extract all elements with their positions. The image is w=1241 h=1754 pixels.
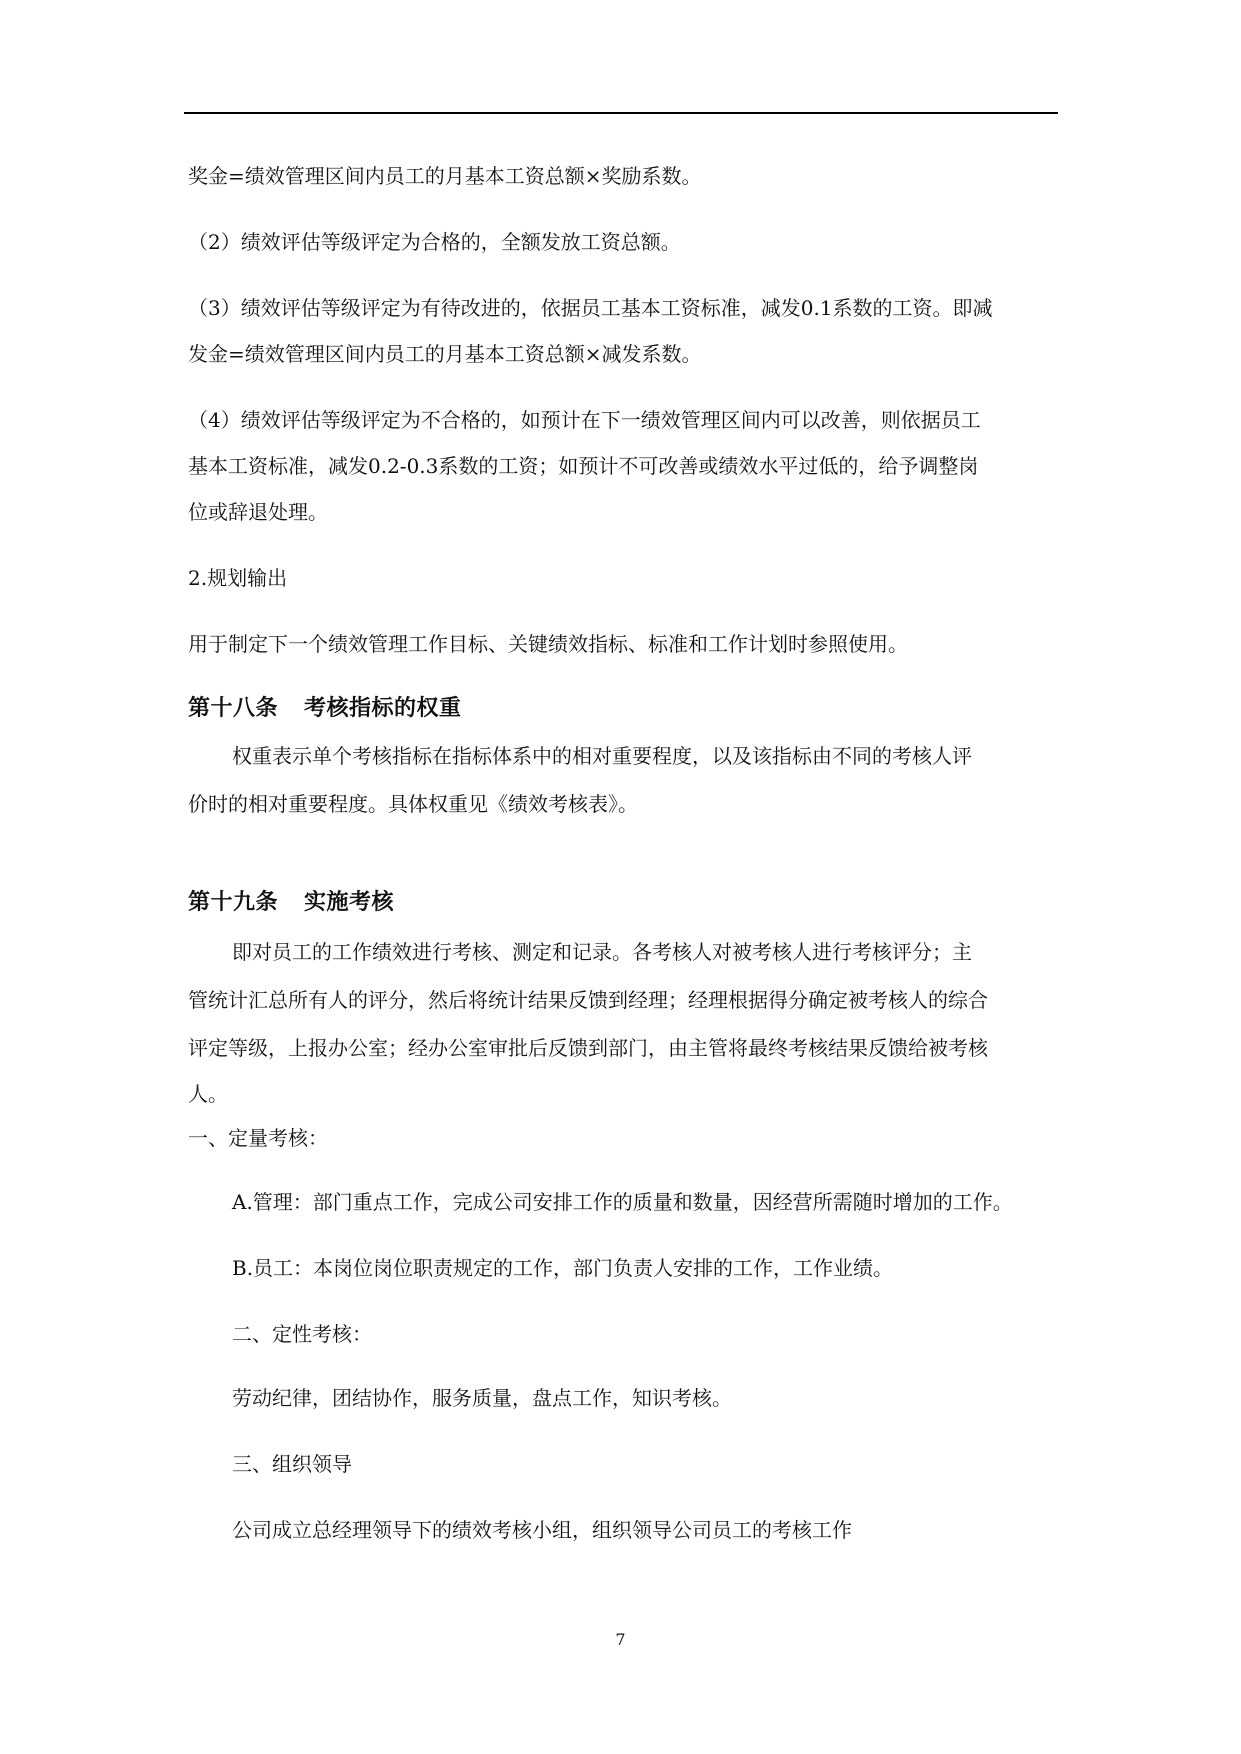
- quantitative-heading: 一、定量考核：: [188, 1126, 328, 1150]
- article-19-text: 管统计汇总所有人的评分，然后将统计结果反馈到经理；经理根据得分确定被考核人的综合: [188, 988, 988, 1012]
- article-18-text: 价时的相对重要程度。具体权重见《绩效考核表》。: [188, 792, 638, 816]
- item-b-text: B.员工：本岗位岗位职责规定的工作，部门负责人安排的工作，工作业绩。: [232, 1256, 894, 1280]
- organization-text: 公司成立总经理领导下的绩效考核小组，组织领导公司员工的考核工作: [232, 1518, 852, 1542]
- qualitative-items: 劳动纪律，团结协作，服务质量，盘点工作，知识考核。: [232, 1386, 732, 1410]
- article-19-text: 评定等级，上报办公室；经办公室审批后反馈到部门，由主管将最终考核结果反馈给被考核: [188, 1036, 988, 1060]
- article-18-heading: [188, 694, 462, 724]
- item-a-text: A.管理：部门重点工作，完成公司安排工作的质量和数量，因经营所需随时增加的工作。: [232, 1190, 1013, 1214]
- paragraph-line: 奖金=绩效管理区间内员工的月基本工资总额×奖励系数。: [188, 164, 702, 188]
- article-19-heading: [188, 888, 394, 918]
- article-18-number: 第十八条: [188, 696, 279, 721]
- article-18-text: 权重表示单个考核指标在指标体系中的相对重要程度，以及该指标由不同的考核人评: [232, 744, 972, 768]
- qualitative-heading: 二、定性考核：: [232, 1322, 372, 1346]
- paragraph-line: （3）绩效评估等级评定为有待改进的，依据员工基本工资标准，减发0.1系数的工资。即减: [188, 296, 993, 320]
- paragraph-line: 用于制定下一个绩效管理工作目标、关键绩效指标、标准和工作计划时参照使用。: [188, 632, 908, 656]
- article-19-number: 第十九条: [188, 890, 279, 915]
- article-19-text: 人。: [188, 1082, 228, 1106]
- article-19-text: 即对员工的工作绩效进行考核、测定和记录。各考核人对被考核人进行考核评分；主: [232, 940, 972, 964]
- article-19-title: 实施考核: [304, 890, 395, 915]
- paragraph-line: 基本工资标准，减发0.2-0.3系数的工资；如预计不可改善或绩效水平过低的，给予调整岗: [188, 454, 979, 478]
- header-rule: [184, 112, 1058, 114]
- paragraph-line: 发金=绩效管理区间内员工的月基本工资总额×减发系数。: [188, 342, 702, 366]
- organization-heading: 三、组织领导: [232, 1452, 352, 1476]
- paragraph-line: 2.规划输出: [188, 566, 288, 590]
- paragraph-line: （4）绩效评估等级评定为不合格的，如预计在下一绩效管理区间内可以改善，则依据员工: [188, 408, 981, 432]
- page-number: 7: [615, 1630, 626, 1649]
- article-18-title: 考核指标的权重: [304, 696, 462, 721]
- paragraph-line: （2）绩效评估等级评定为合格的，全额发放工资总额。: [188, 230, 681, 254]
- paragraph-line: 位或辞退处理。: [188, 500, 328, 524]
